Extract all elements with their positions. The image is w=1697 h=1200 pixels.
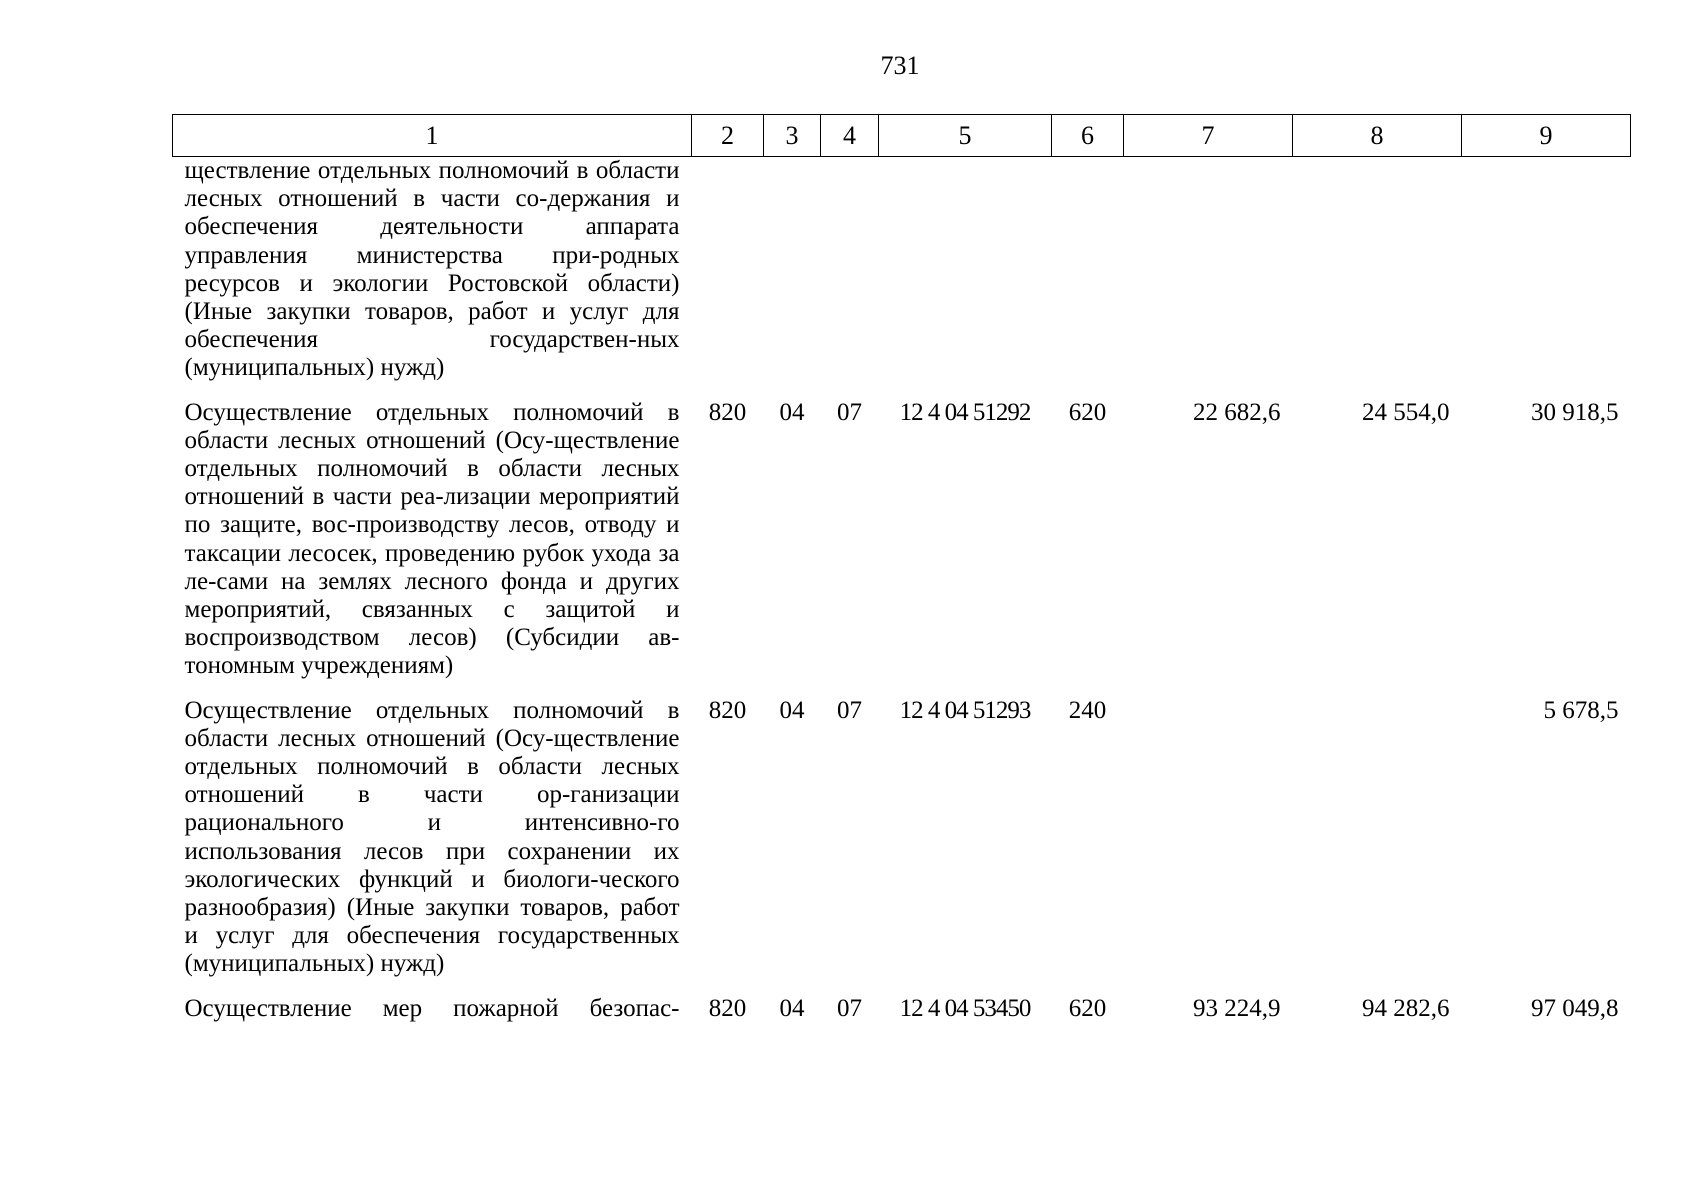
amount-year-1: 22 682,6 [1193,398,1281,426]
subsection-code: 07 [837,994,862,1022]
amount-year-1: 93 224,9 [1193,994,1281,1022]
amount-year-1 [1124,697,1293,995]
amount-year-2: 24 554,0 [1362,398,1450,426]
amount-year-2 [1293,157,1462,399]
subsection-code: 07 [837,696,862,724]
target-article-code [879,157,1052,399]
section-code: 04 [779,696,805,724]
row-description: Осуществление отдельных полномочий в области лесных отношений (Осу-ществление отдельных полномочий в области лесных отношений в части ор-ганизации рационального и интенсивно-го использования лесов при сохранении их экологических функций и биологи-ческого разнообразия) (Иные закупки товаров, работ и услуг для обеспечения государственных (муниципальных) нужд) [184,696,680,978]
table-row [173,157,1631,399]
table-row [173,995,1631,1031]
page-number: 731 [880,51,920,80]
table-row [173,399,1631,697]
section-code: 04 [779,398,805,426]
subsection-code: 07 [837,398,862,426]
column-header: 2 [692,115,764,157]
column-header: 8 [1293,115,1462,157]
column-header: 7 [1124,115,1293,157]
target-article-code: 12 4 04 53450 [899,994,1031,1022]
budget-table-container [172,114,1630,1031]
row-description: Осуществление отдельных полномочий в области лесных отношений (Осу-ществление отдельных полномочий в области лесных отношений в части реа-лизации мероприятий по защите, вос-производству лесов, отводу и таксации лесосек, проведению рубок ухода за ле-сами на землях лесного фонда и других мероприятий, связанных с защитой и воспроизводством лесов) (Субсидии ав-тономным учреждениям) [184,398,680,680]
column-header: 9 [1462,115,1631,157]
amount-year-2 [1293,697,1462,995]
amount-year-3 [1462,157,1631,399]
row-description: Осуществление мер пожарной безопас- [184,994,680,1022]
row-description: ществление отдельных полномочий в области лесных отношений в части со-держания и обеспечения деятельности аппарата управления министерства при-родных ресурсов и экологии Ростовской области) (Иные закупки товаров, работ и услуг для обеспечения государствен-ных (муниципальных) нужд) [184,157,680,382]
ministry-code: 820 [708,398,747,426]
section-code: 04 [779,994,805,1022]
column-header: 6 [1052,115,1124,157]
table-header-row [173,115,1631,157]
amount-year-2: 94 282,6 [1362,994,1450,1022]
amount-year-3: 97 049,8 [1531,994,1619,1022]
subsection-code [821,157,879,399]
column-header: 1 [173,115,692,157]
column-header: 5 [879,115,1052,157]
expense-type-code [1052,157,1124,399]
target-article-code: 12 4 04 51293 [899,696,1031,724]
ministry-code: 820 [708,696,747,724]
expense-type-code: 620 [1068,994,1107,1022]
budget-table [172,114,1631,1031]
ministry-code: 820 [708,994,747,1022]
table-row [173,697,1631,995]
amount-year-1 [1124,157,1293,399]
target-article-code: 12 4 04 51292 [899,398,1031,426]
expense-type-code: 240 [1068,696,1107,724]
ministry-code [692,157,764,399]
column-header: 3 [764,115,821,157]
amount-year-3: 30 918,5 [1531,398,1619,426]
section-code [764,157,821,399]
column-header: 4 [821,115,879,157]
amount-year-3: 5 678,5 [1543,696,1619,724]
expense-type-code: 620 [1068,398,1107,426]
